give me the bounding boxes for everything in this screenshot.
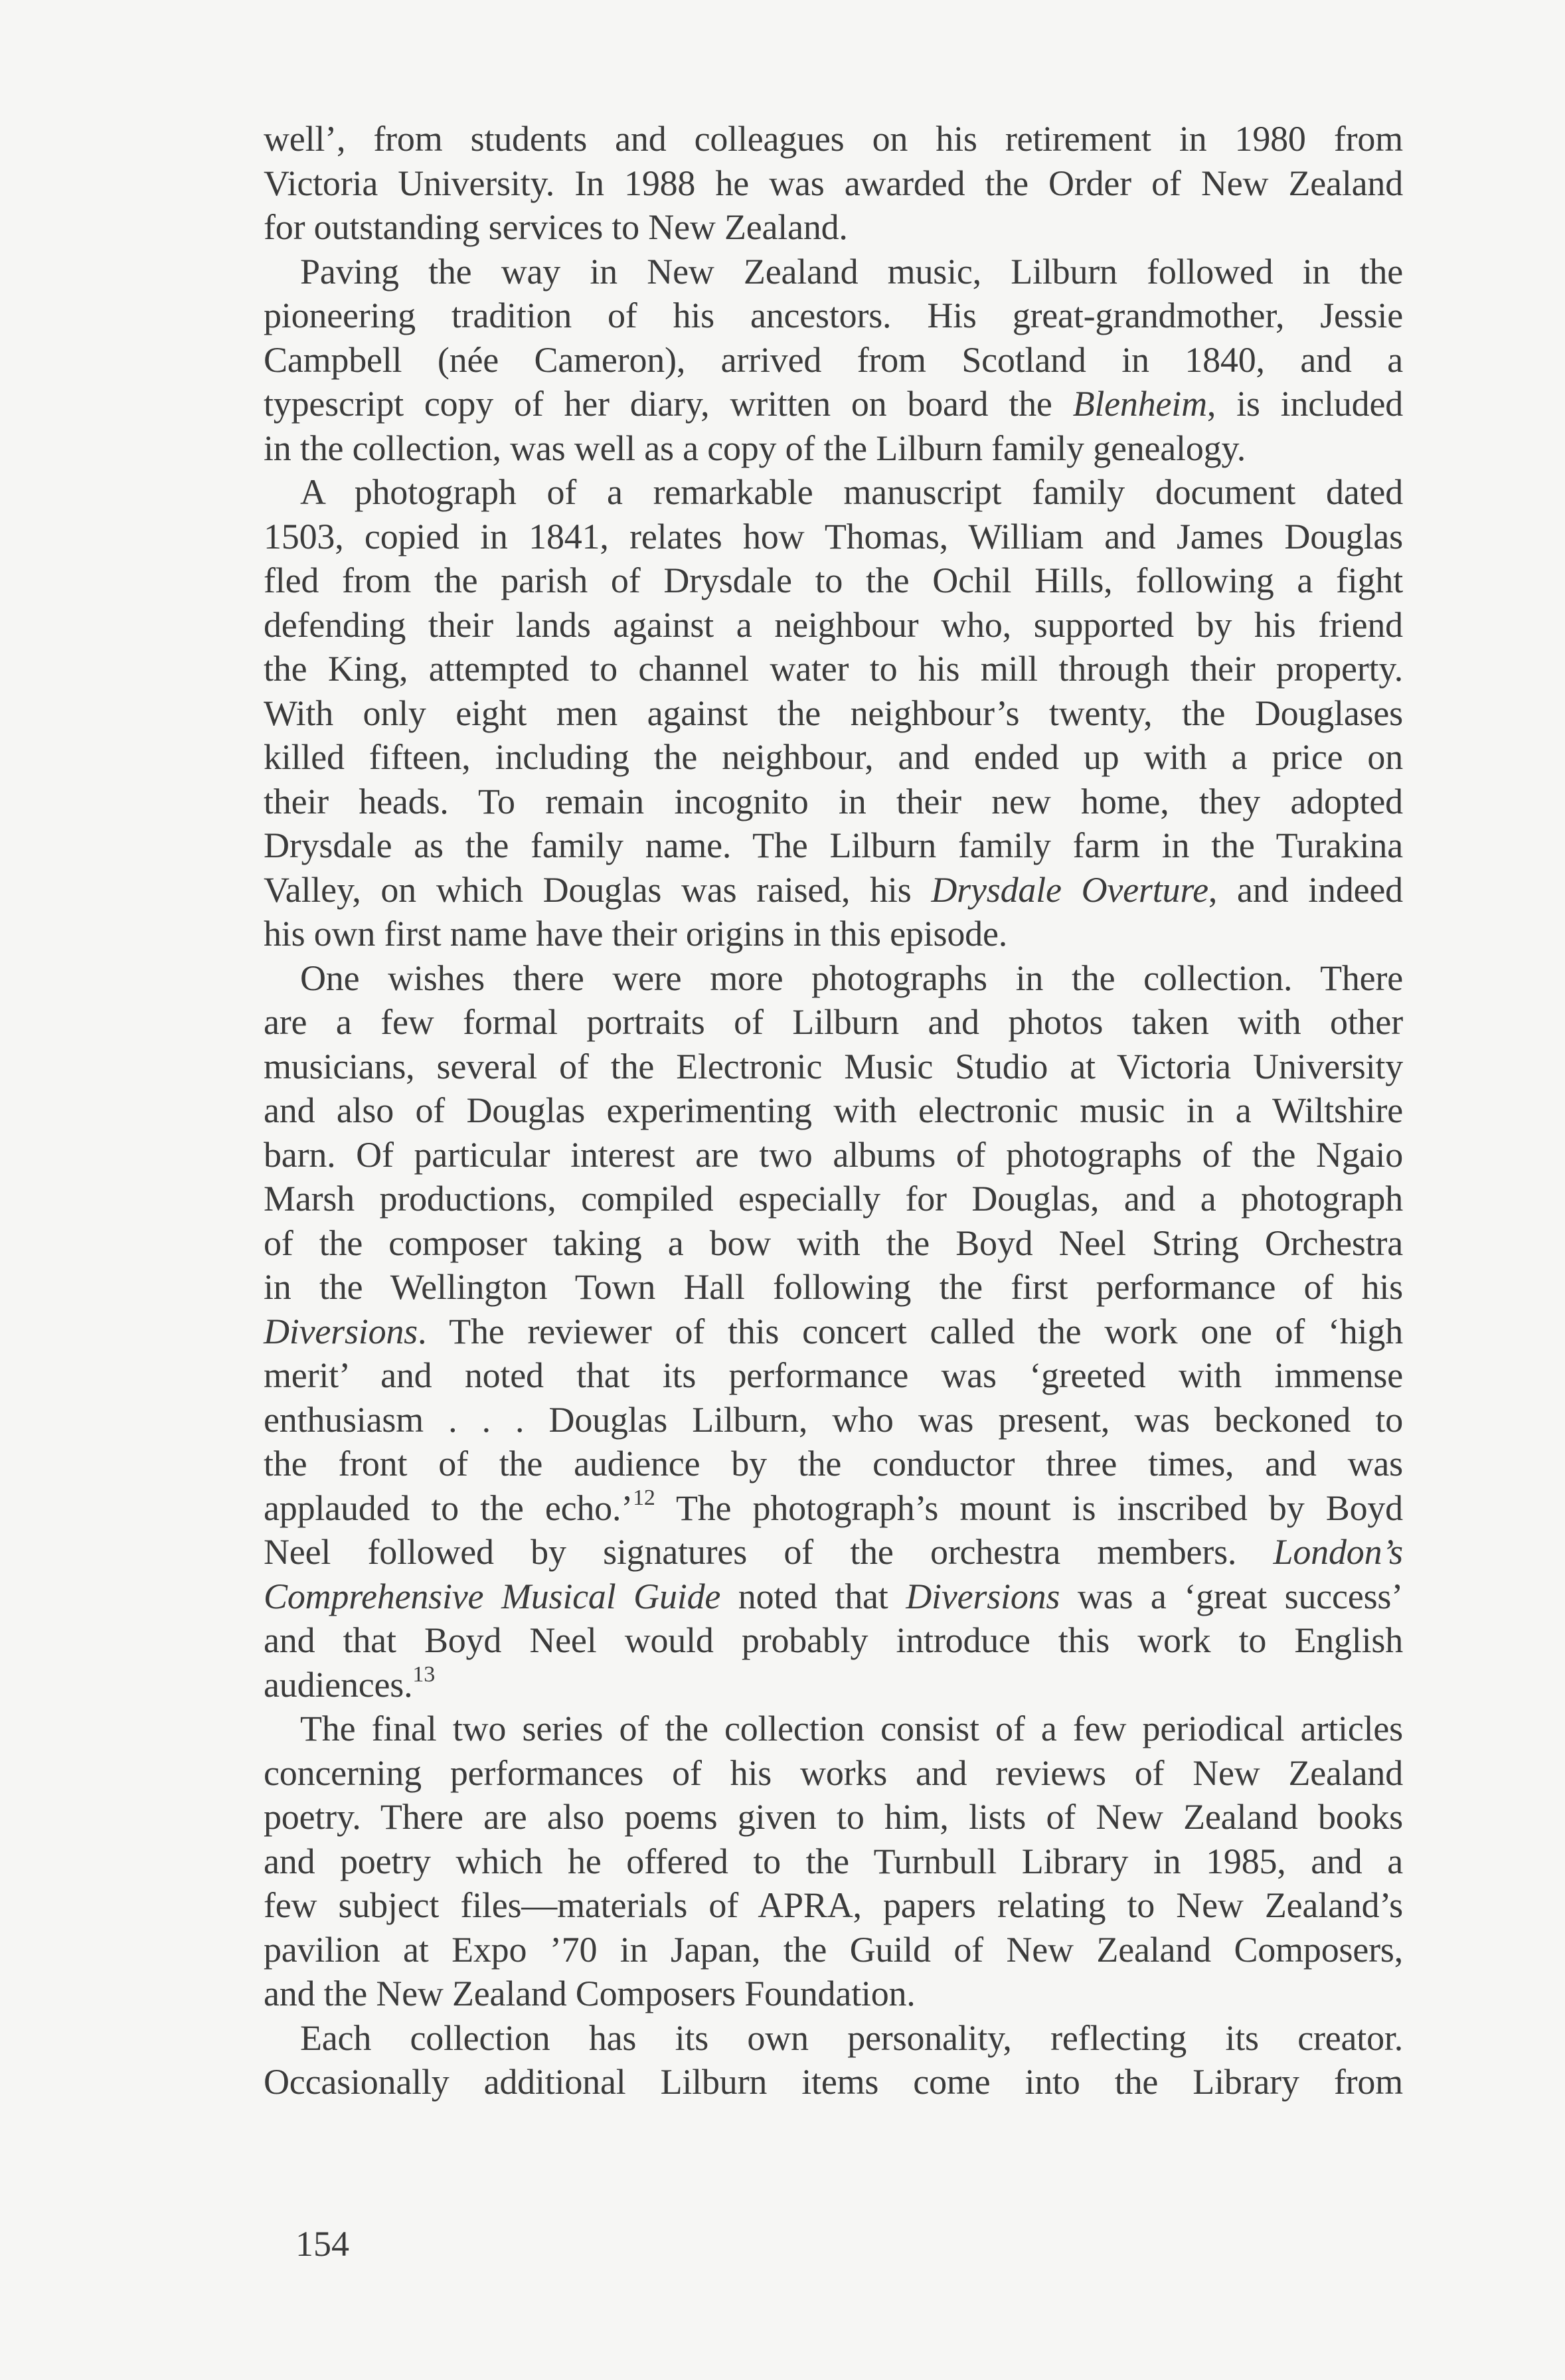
text-line: [264, 735, 1403, 780]
text-run: pioneering tradition of his ancestors. His great-grandmother, Jessie: [264, 296, 1403, 335]
text-line: [264, 1045, 1403, 1089]
text-line: [264, 338, 1403, 382]
text-run: are a few formal portraits of Lilburn and photos taken with other: [264, 1002, 1403, 1042]
text-run: , and indeed: [1208, 869, 1403, 910]
text-run: their heads. To remain incognito in their new home, they adopted: [264, 781, 1403, 821]
text-run: and poetry which he offered to the Turnbull Library in 1985, and a: [264, 1841, 1403, 1881]
text-line: [264, 382, 1403, 426]
italic-title: Comprehensive Musical Guide: [264, 1576, 721, 1616]
footnote-reference: 13: [412, 1661, 435, 1687]
text-line: [264, 117, 1403, 161]
text-run: Drysdale as the family name. The Lilburn family farm in the Turakina: [264, 825, 1403, 865]
text-run: Victoria University. In 1988 he was awarded the Order of New Zealand: [264, 163, 1403, 203]
text-line: [264, 1530, 1403, 1574]
text-line: [264, 1000, 1403, 1045]
text-run: The final two series of the collection consist of a few periodical articles: [300, 1709, 1403, 1748]
text-run: Neel followed by signatures of the orchestra members.: [264, 1532, 1274, 1572]
text-line: [264, 1928, 1403, 1972]
text-line: [264, 1839, 1403, 1884]
text-line: [264, 1663, 1403, 1707]
text-run: audiences.: [264, 1664, 413, 1705]
text-run: was a ‘great success’: [1060, 1576, 1404, 1616]
text-line: [264, 161, 1403, 206]
text-run: concerning performances of his works and reviews of New Zealand: [264, 1752, 1403, 1793]
text-line: [264, 1265, 1403, 1310]
text-run: noted that: [720, 1576, 906, 1616]
text-run: One wishes there were more photographs in the collection. There: [300, 958, 1403, 998]
text-line: [264, 1707, 1403, 1751]
text-line: [264, 868, 1403, 912]
text-run: Each collection has its own personality, reflecting its creator.: [300, 2017, 1403, 2058]
italic-title: Drysdale Overture: [931, 869, 1208, 910]
text-line: [264, 2016, 1403, 2061]
text-run: fled from the parish of Drysdale to the Ochil Hills, following a fight: [264, 560, 1403, 600]
text-line: [264, 250, 1403, 294]
text-run: poetry. There are also poems given to him, lists of New Zealand books: [264, 1797, 1403, 1837]
text-run: in the collection, was well as a copy of the Lilburn family genealogy.: [264, 428, 1246, 468]
text-run: The photograph’s mount is inscribed by Boyd: [655, 1488, 1403, 1528]
text-line: [264, 912, 1403, 956]
text-line: [264, 426, 1403, 471]
text-run: and also of Douglas experimenting with electronic music in a Wiltshire: [264, 1090, 1403, 1130]
paragraph: [264, 117, 1403, 250]
text-run: in the Wellington Town Hall following the first performance of his: [264, 1267, 1403, 1307]
text-line: [264, 205, 1403, 250]
text-line: [264, 1574, 1403, 1619]
italic-title: London’s: [1273, 1532, 1403, 1572]
paragraph: [264, 1707, 1403, 2016]
text-run: . The reviewer of this concert called the work one of ‘high: [417, 1311, 1403, 1351]
text-line: [264, 1310, 1403, 1354]
text-line: [264, 1751, 1403, 1796]
text-line: [264, 515, 1403, 559]
text-run: killed fifteen, including the neighbour, and ended up with a price on: [264, 737, 1403, 777]
text-line: [264, 1795, 1403, 1839]
text-run: his own first name have their origins in this episode.: [264, 914, 1008, 954]
text-run: Occasionally additional Lilburn items come into the Library from: [264, 2062, 1403, 2102]
text-line: [264, 956, 1403, 1001]
text-run: Marsh productions, compiled especially for Douglas, and a photograph: [264, 1179, 1403, 1219]
text-run: , is included: [1206, 384, 1404, 424]
italic-title: Blenheim: [1072, 384, 1207, 424]
text-run: barn. Of particular interest are two albums of photographs of the Ngaio: [264, 1134, 1403, 1175]
text-line: [264, 1088, 1403, 1133]
text-line: [264, 1972, 1403, 2016]
text-line: [264, 1398, 1403, 1442]
paragraph: [264, 956, 1403, 1707]
text-run: musicians, several of the Electronic Music Studio at Victoria University: [264, 1046, 1403, 1086]
text-line: [264, 780, 1403, 824]
text-run: and that Boyd Neel would probably introduce this work to English: [264, 1620, 1403, 1660]
page-number: 154: [295, 2224, 349, 2264]
text-line: [264, 1353, 1403, 1398]
text-line: [264, 1133, 1403, 1177]
text-run: 1503, copied in 1841, relates how Thomas, William and James Douglas: [264, 516, 1403, 556]
text-run: enthusiasm . . . Douglas Lilburn, who was present, was beckoned to: [264, 1399, 1403, 1440]
text-run: Paving the way in New Zealand music, Lilburn followed in the: [300, 251, 1403, 292]
text-run: the King, attempted to channel water to his mill through their property.: [264, 649, 1403, 689]
text-run: With only eight men against the neighbour’s twenty, the Douglases: [264, 693, 1403, 733]
text-run: Valley, on which Douglas was raised, his: [264, 869, 932, 910]
text-line: [264, 691, 1403, 736]
footnote-reference: 12: [633, 1485, 655, 1510]
italic-title: Diversions: [906, 1576, 1060, 1616]
text-run: for outstanding services to New Zealand.: [264, 207, 848, 247]
italic-title: Diversions: [264, 1311, 418, 1351]
text-line: [264, 1618, 1403, 1663]
text-run: Campbell (née Cameron), arrived from Scotland in 1840, and a: [264, 339, 1403, 380]
body-text: [264, 117, 1403, 2104]
text-line: [264, 294, 1403, 338]
text-run: well’, from students and colleagues on his retirement in 1980 from: [264, 119, 1403, 159]
text-run: the front of the audience by the conductor three times, and was: [264, 1444, 1403, 1484]
paragraph: [264, 250, 1403, 471]
text-run: applauded to the echo.’: [264, 1488, 633, 1528]
paragraph: [264, 470, 1403, 956]
text-line: [264, 2060, 1403, 2104]
text-run: pavilion at Expo ’70 in Japan, the Guild of New Zealand Composers,: [264, 1929, 1403, 1970]
text-run: defending their lands against a neighbour who, supported by his friend: [264, 604, 1403, 645]
text-run: of the composer taking a bow with the Boyd Neel String Orchestra: [264, 1223, 1403, 1263]
text-line: [264, 558, 1403, 603]
text-line: [264, 1442, 1403, 1486]
text-run: A photograph of a remarkable manuscript family document dated: [300, 472, 1403, 512]
text-run: merit’ and noted that its performance was ‘greeted with immense: [264, 1355, 1403, 1395]
text-line: [264, 1486, 1403, 1531]
text-line: [264, 647, 1403, 691]
text-line: [264, 1177, 1403, 1221]
text-line: [264, 823, 1403, 868]
text-line: [264, 1883, 1403, 1928]
text-run: few subject files—materials of APRA, papers relating to New Zealand’s: [264, 1885, 1403, 1925]
text-line: [264, 603, 1403, 647]
text-run: and the New Zealand Composers Foundation.: [264, 1974, 916, 2013]
text-line: [264, 470, 1403, 515]
paragraph: [264, 2016, 1403, 2104]
text-run: typescript copy of her diary, written on board the: [264, 384, 1073, 424]
text-line: [264, 1221, 1403, 1266]
